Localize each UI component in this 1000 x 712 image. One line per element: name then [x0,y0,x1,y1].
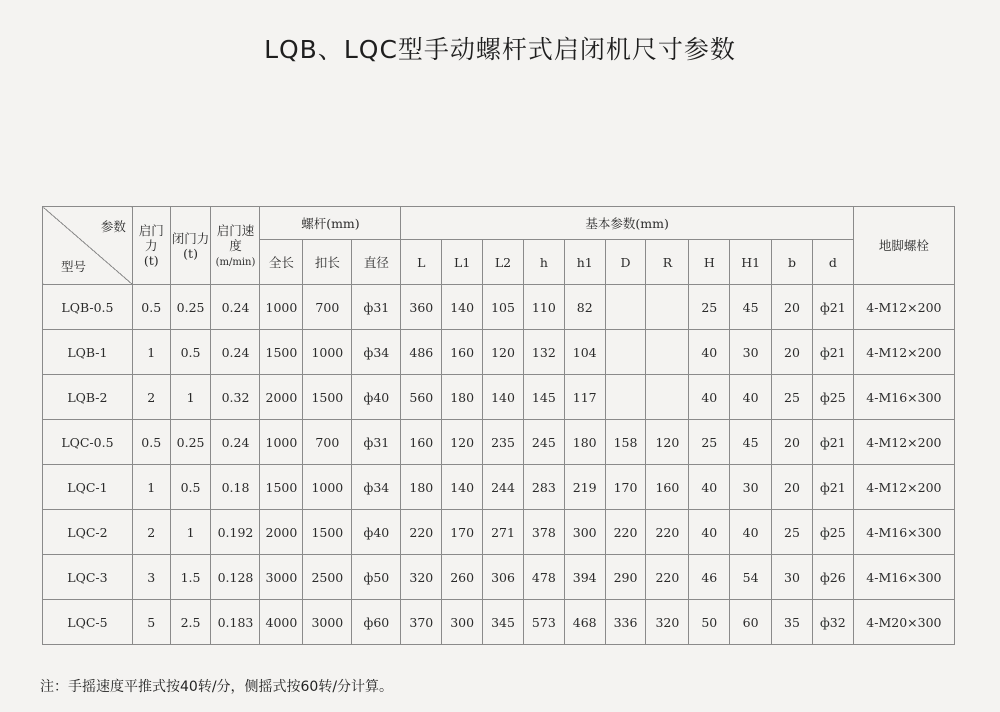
table-cell [605,330,646,375]
table-cell: 560 [401,375,442,420]
table-cell: 104 [564,330,605,375]
table-cell: 0.183 [211,600,260,645]
table-cell: 180 [442,375,483,420]
table-cell: 1000 [303,465,352,510]
table-cell: 573 [523,600,564,645]
table-cell: 105 [483,285,524,330]
table-cell [646,375,689,420]
basic-col-header: L1 [442,240,483,285]
table-row [43,510,955,555]
table-cell: 40 [689,375,730,420]
table-cell: 25 [689,285,730,330]
table-cell: 0.24 [211,420,260,465]
table-cell: 4000 [260,600,303,645]
table-cell: 3000 [303,600,352,645]
table-cell: 0.5 [132,420,170,465]
table-cell: 244 [483,465,524,510]
table-cell [605,375,646,420]
screw-col-header: 直径 [352,240,401,285]
table-cell: 245 [523,420,564,465]
table-row [43,600,955,645]
table-cell: 260 [442,555,483,600]
table-cell: 2 [132,510,170,555]
table-cell: 4-M12×200 [853,420,954,465]
table-cell: 40 [689,465,730,510]
table-cell: 4-M12×200 [853,285,954,330]
table-cell: 1500 [260,465,303,510]
table-cell: 700 [303,420,352,465]
screw-group-header: 螺杆(mm) [260,207,401,240]
table-cell: 40 [689,510,730,555]
table-cell: 0.18 [211,465,260,510]
basic-col-header: H [689,240,730,285]
table-cell: 1 [132,465,170,510]
table-cell: 3000 [260,555,303,600]
basic-col-header: h1 [564,240,605,285]
table-cell: 1000 [260,420,303,465]
table-cell: 0.24 [211,285,260,330]
table-cell: 170 [605,465,646,510]
table-cell: 1 [132,330,170,375]
table-cell: 0.32 [211,375,260,420]
table-cell: ф50 [352,555,401,600]
table-cell: 120 [483,330,524,375]
model-cell: LQC-2 [43,510,133,555]
table-cell: 20 [772,285,813,330]
table-cell: ф21 [812,465,853,510]
table-cell: 30 [730,330,772,375]
model-cell: LQB-0.5 [43,285,133,330]
table-cell: 120 [442,420,483,465]
table-cell: 50 [689,600,730,645]
table-cell: 306 [483,555,524,600]
table-cell: 160 [646,465,689,510]
table-cell: 1000 [260,285,303,330]
table-cell: ф21 [812,285,853,330]
table-cell [605,285,646,330]
table-cell: 220 [401,510,442,555]
table-cell: 20 [772,420,813,465]
table-cell: 4-M12×200 [853,465,954,510]
model-cell: LQB-1 [43,330,133,375]
table-cell: 300 [564,510,605,555]
table-cell: 30 [730,465,772,510]
table-cell: 120 [646,420,689,465]
table-cell: 140 [442,285,483,330]
table-cell [646,285,689,330]
table-cell: 20 [772,465,813,510]
table-cell: 360 [401,285,442,330]
table-cell: 320 [646,600,689,645]
table-cell: 160 [442,330,483,375]
header-row-1 [43,207,955,240]
table-cell: 235 [483,420,524,465]
table-cell: 40 [730,375,772,420]
table-cell: 283 [523,465,564,510]
table-cell: 468 [564,600,605,645]
table-cell: 60 [730,600,772,645]
table-row [43,375,955,420]
table-cell: 160 [401,420,442,465]
table-cell: 1500 [260,330,303,375]
basic-col-header: b [772,240,813,285]
corner-header-cell [43,207,133,285]
table-row [43,465,955,510]
table-cell: 140 [483,375,524,420]
table-cell: 336 [605,600,646,645]
model-cell: LQC-3 [43,555,133,600]
table-cell: 486 [401,330,442,375]
basic-col-header: d [812,240,853,285]
open-speed-header: 启门速度 (m/min) [211,207,260,285]
table-cell: 300 [442,600,483,645]
table-cell: 0.192 [211,510,260,555]
table-cell: 0.128 [211,555,260,600]
table-cell: ф32 [812,600,853,645]
table-cell: 2000 [260,375,303,420]
basic-col-header: h [523,240,564,285]
table-cell: 40 [689,330,730,375]
param-label: 参数 [100,219,126,234]
table-cell: ф31 [352,285,401,330]
model-cell: LQC-5 [43,600,133,645]
table-cell: 110 [523,285,564,330]
table-cell: 394 [564,555,605,600]
table-cell: 0.5 [170,465,211,510]
table-cell: 117 [564,375,605,420]
table-cell: 25 [689,420,730,465]
table-cell: ф21 [812,330,853,375]
table-cell: 1 [170,375,211,420]
table-cell: 180 [401,465,442,510]
table-cell: ф21 [812,420,853,465]
anchor-header: 地脚螺栓 [853,207,954,285]
table-cell: 4-M16×300 [853,375,954,420]
table-cell: 700 [303,285,352,330]
table-row [43,420,955,465]
table-cell: 271 [483,510,524,555]
table-cell: 290 [605,555,646,600]
table-cell: ф31 [352,420,401,465]
table-cell: 30 [772,555,813,600]
table-cell: 1000 [303,330,352,375]
basic-col-header: L [401,240,442,285]
table-cell: ф34 [352,465,401,510]
close-force-header: 闭门力 (t) [170,207,211,285]
table-cell: 2.5 [170,600,211,645]
table-cell: 219 [564,465,605,510]
table-cell: ф40 [352,510,401,555]
table-cell: 170 [442,510,483,555]
footnote: 注：手摇速度平推式按40转/分，侧摇式按60转/分计算。 [40,679,394,695]
table-cell: 220 [605,510,646,555]
table-cell: 45 [730,285,772,330]
table-cell: 1500 [303,510,352,555]
table-cell: ф60 [352,600,401,645]
screw-col-header: 全长 [260,240,303,285]
table-cell: 145 [523,375,564,420]
model-cell: LQB-2 [43,375,133,420]
table-cell: 4-M16×300 [853,555,954,600]
basic-col-header: L2 [483,240,524,285]
table-cell: 2 [132,375,170,420]
table-cell: 0.25 [170,420,211,465]
table-cell: 0.25 [170,285,211,330]
table-cell: ф25 [812,375,853,420]
table-cell: 478 [523,555,564,600]
table-cell: ф40 [352,375,401,420]
table-row [43,555,955,600]
table-row [43,285,955,330]
model-cell: LQC-1 [43,465,133,510]
table-cell: 1 [170,510,211,555]
screw-col-header: 扣长 [303,240,352,285]
basic-col-header: D [605,240,646,285]
table-cell: 180 [564,420,605,465]
table-cell: 3 [132,555,170,600]
table-cell: 1.5 [170,555,211,600]
table-cell: 0.5 [132,285,170,330]
table-cell: ф34 [352,330,401,375]
basic-col-header: R [646,240,689,285]
table-cell: 2000 [260,510,303,555]
table-cell: 54 [730,555,772,600]
table-cell: 4-M16×300 [853,510,954,555]
table-cell: 45 [730,420,772,465]
table-cell: 370 [401,600,442,645]
basic-group-header: 基本参数(mm) [401,207,853,240]
table-cell: 140 [442,465,483,510]
table-cell: 20 [772,330,813,375]
table-cell: 0.24 [211,330,260,375]
table-cell: 82 [564,285,605,330]
table-cell: 220 [646,510,689,555]
table-row [43,330,955,375]
table-cell: 158 [605,420,646,465]
table-cell: ф26 [812,555,853,600]
table-cell: 35 [772,600,813,645]
table-cell: 5 [132,600,170,645]
table-cell: 320 [401,555,442,600]
open-force-header: 启门力 (t) [132,207,170,285]
table-cell: 46 [689,555,730,600]
table-cell: 25 [772,375,813,420]
spec-table [42,206,955,645]
table-cell: 40 [730,510,772,555]
table-cell: 2500 [303,555,352,600]
model-label: 型号 [61,259,87,274]
table-cell: 4-M12×200 [853,330,954,375]
table-cell: 1500 [303,375,352,420]
table-cell: 220 [646,555,689,600]
page-title: LQB、LQC型手动螺杆式启闭机尺寸参数 [264,35,736,64]
table-cell: 345 [483,600,524,645]
table-cell: 132 [523,330,564,375]
table-cell [646,330,689,375]
table-cell: 25 [772,510,813,555]
table-cell: 0.5 [170,330,211,375]
basic-col-header: H1 [730,240,772,285]
model-cell: LQC-0.5 [43,420,133,465]
table-cell: 4-M20×300 [853,600,954,645]
table-cell: 378 [523,510,564,555]
table-cell: ф25 [812,510,853,555]
